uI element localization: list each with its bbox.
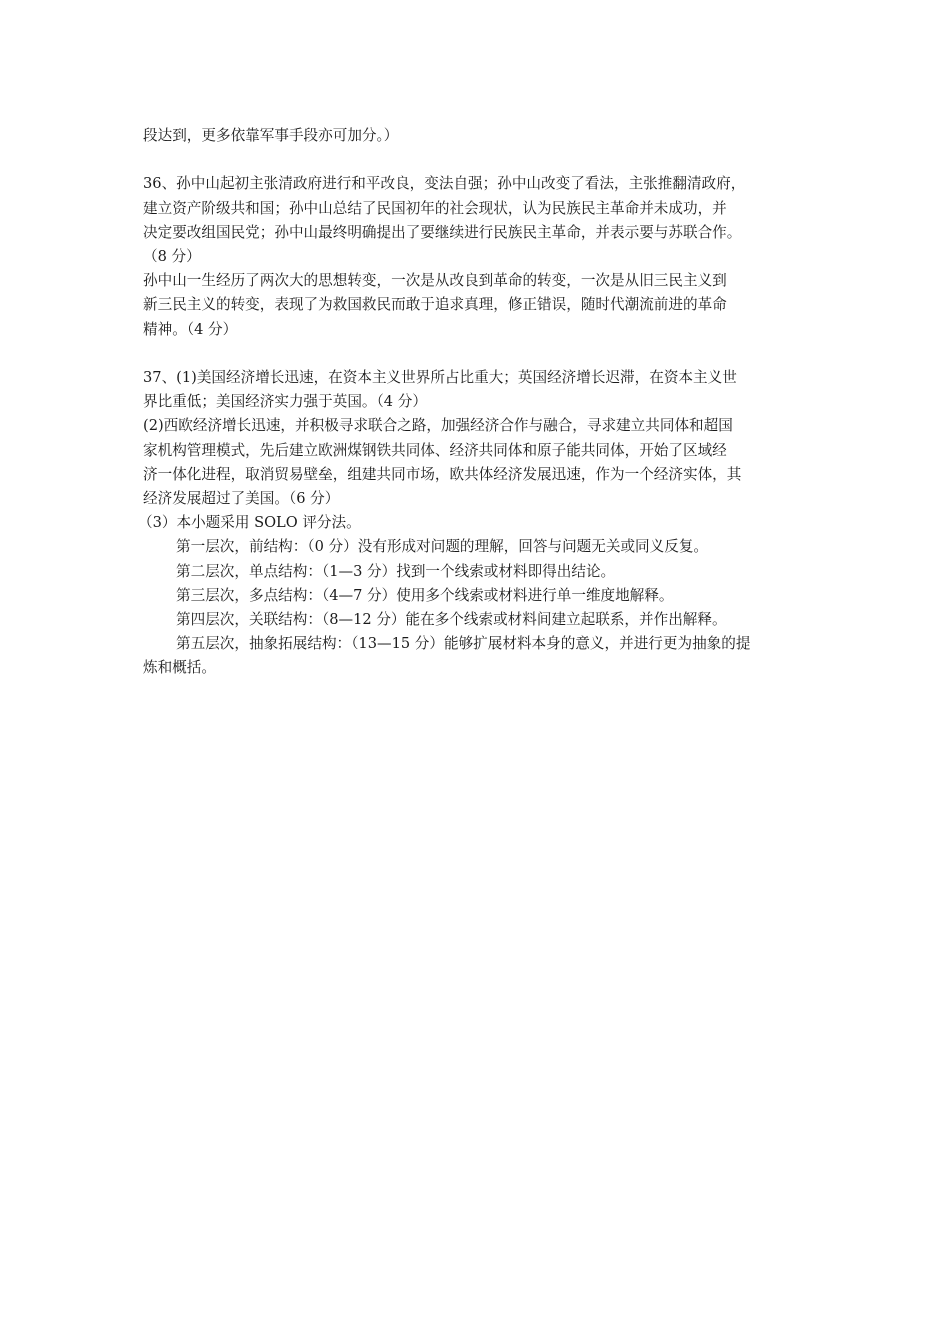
q36-line-7: 精神。（4 分） — [143, 320, 238, 338]
spacer — [143, 342, 815, 366]
q37-part1-line-1: 37、(1)美国经济增长迅速，在资本主义世界所占比重大；英国经济增长迟滞，在资本主义世 — [143, 369, 737, 386]
q36-score-1: （8 分） — [143, 248, 201, 265]
q37-level-3: 第三层次，多点结构：（4—7 分）使用多个线索或材料进行单一维度地解释。 — [176, 586, 674, 604]
q35-tail-line: 段达到，更多依靠军事手段亦可加分。） — [143, 127, 399, 144]
q36-line-5: 孙中山一生经历了两次大的思想转变，一次是从改良到革命的转变，一次是从旧三民主义到 — [143, 272, 727, 290]
q36-line-1: 36、孙中山起初主张清政府进行和平改良，变法自强；孙中山改变了看法，主张推翻清政府， — [143, 175, 746, 193]
document-page — [138, 124, 815, 681]
q36-answer — [143, 172, 815, 341]
q36-line-6: 新三民主义的转变，表现了为救国救民而敢于追求真理，修正错误，随时代潮流前进的革命 — [143, 296, 727, 314]
q37-part3-intro: （3）本小题采用 SOLO 评分法。 — [138, 514, 361, 532]
q37-part1-line-2: 界比重低；美国经济实力强于英国。（4 分） — [143, 393, 427, 411]
q37-level-1: 第一层次，前结构：（0 分）没有形成对问题的理解，回答与问题无关或同义反复。 — [176, 538, 709, 556]
q37-part2-line-1: (2)西欧经济增长迅速，并积极寻求联合之路，加强经济合作与融合，寻求建立共同体和超国 — [143, 417, 733, 435]
q37-part2-line-2: 家机构管理模式，先后建立欧洲煤钢铁共同体、经济共同体和原子能共同体，开始了区域经 — [143, 441, 727, 459]
q37-part2-line-3: 济一体化进程，取消贸易壁垒，组建共同市场，欧共体经济发展迅速，作为一个经济实体，其 — [143, 465, 742, 483]
spacer — [143, 148, 815, 172]
q37-level-2: 第二层次，单点结构：（1—3 分）找到一个线索或材料即得出结论。 — [176, 562, 616, 580]
q37-levels-tail: 炼和概括。 — [143, 659, 216, 677]
q37-part2-line-4: 经济发展超过了美国。（6 分） — [143, 490, 340, 508]
q36-line-2: 建立资产阶级共和国；孙中山总结了民国初年的社会现状，认为民族民主革命并未成功，并 — [143, 199, 727, 217]
q36-line-3: 决定要改组国民党；孙中山最终明确提出了要继续进行民族民主革命，并表示要与苏联合作。 — [143, 223, 742, 241]
q37-answer — [138, 366, 815, 681]
q37-level-4: 第四层次，关联结构：（8—12 分）能在多个线索或材料间建立起联系，并作出解释。 — [176, 611, 727, 629]
q37-level-5: 第五层次，抽象拓展结构：（13—15 分）能够扩展材料本身的意义，并进行更为抽象的提 — [176, 635, 751, 653]
